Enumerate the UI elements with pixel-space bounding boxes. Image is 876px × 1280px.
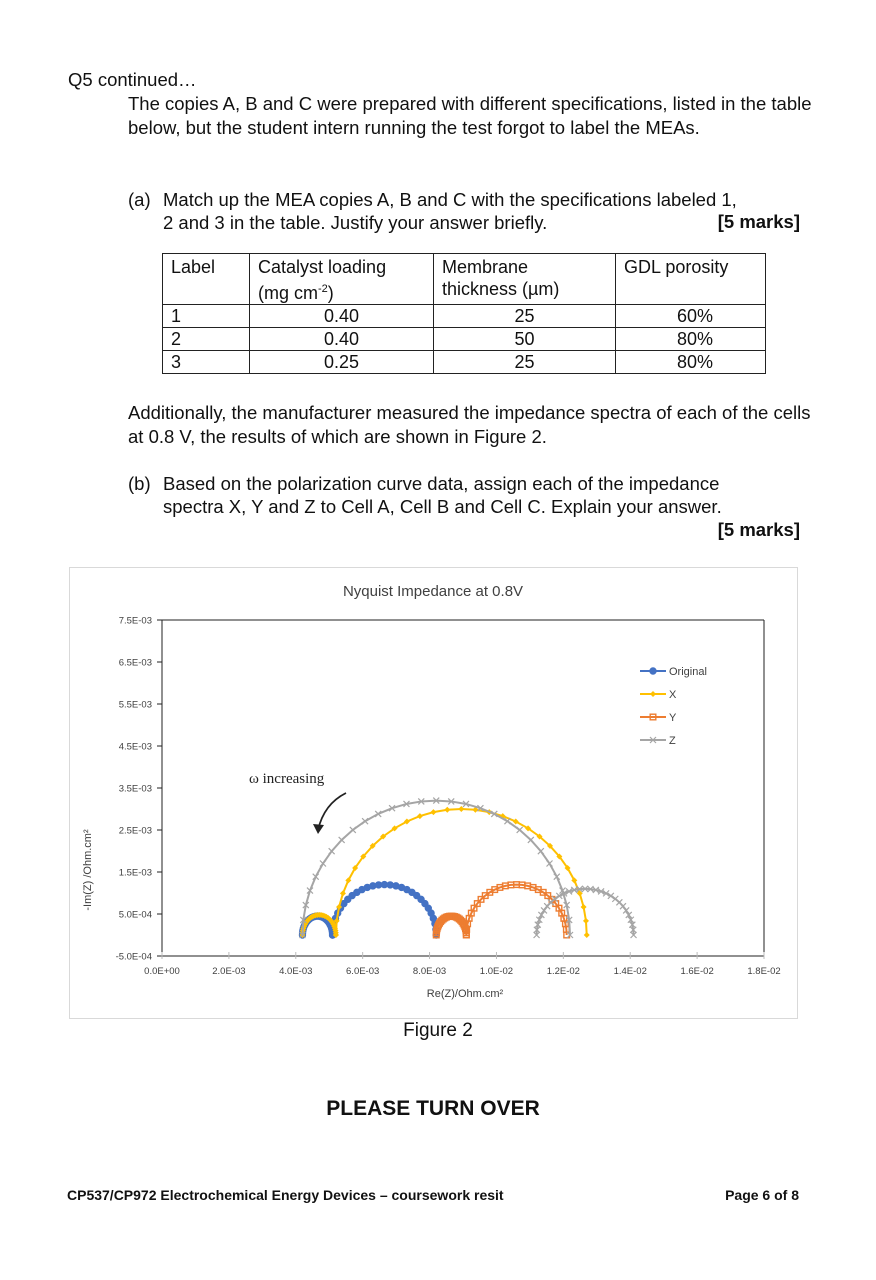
y-tick-label: 5.5E-03 (118, 699, 152, 711)
specification-table (162, 253, 766, 374)
header-membrane (434, 254, 616, 305)
figure-caption: Figure 2 (403, 1020, 473, 1041)
header-membrane-line1: Membrane (442, 257, 529, 277)
y-tick-label: 1.5E-03 (118, 867, 152, 879)
intro-paragraph: The copies A, B and C were prepared with different specifications, listed in the table below, but the student intern running the test forgot to label the MEAs. (128, 93, 812, 138)
data-point-z (504, 818, 510, 824)
x-tick-label: 1.6E-02 (680, 966, 714, 977)
x-tick-label: 8.0E-03 (412, 966, 447, 977)
y-tick-label: -5.0E-04 (115, 951, 152, 963)
y-tick-label: 5.0E-04 (118, 909, 152, 921)
part-a-label: (a) (128, 189, 151, 210)
x-tick-label: 4.0E-03 (279, 966, 313, 977)
x-tick-label: 0.0E+00 (144, 966, 180, 977)
series-line-z (302, 801, 570, 935)
row1-label: 1 (163, 305, 250, 328)
series-line-original (333, 885, 437, 935)
data-point-x (444, 807, 450, 813)
data-point-z (320, 860, 326, 866)
row2-membrane: 50 (434, 328, 616, 351)
header-catalyst (250, 254, 434, 305)
x-tick-label: 2.0E-03 (212, 966, 246, 977)
data-point-z (329, 848, 335, 854)
data-point-z (339, 837, 345, 843)
header-catalyst-line1: Catalyst loading (258, 257, 387, 277)
x-axis-title: Re(Z)/Ohm.cm² (426, 988, 504, 1000)
table-row (163, 351, 766, 374)
additional-paragraph: Additionally, the manufacturer measured the impedance spectra of each of the cells at 0.8 V, the results of which are shown in Figure 2. (128, 402, 811, 447)
nyquist-chart-svg (70, 568, 797, 1018)
x-tick-label: 1.0E-02 (479, 966, 514, 977)
y-tick-label: 3.5E-03 (118, 783, 152, 795)
table-row (163, 328, 766, 351)
data-point-z (528, 837, 534, 843)
header-catalyst-line2: (mg $cm^{-2}$) (258, 283, 334, 303)
nyquist-chart (69, 567, 798, 1019)
y-tick-label: 2.5E-03 (118, 825, 152, 837)
data-point-x (340, 890, 346, 896)
legend-marker-x (650, 691, 656, 697)
part-a-line1: Match up the MEA copies A, B and C with the specifications labeled 1, (163, 189, 737, 210)
series-original (299, 881, 439, 938)
header-gdl: GDL porosity (616, 254, 766, 305)
row3-membrane: 25 (434, 351, 616, 374)
row1-gdl: 60% (616, 305, 766, 328)
series-line-y (466, 885, 566, 935)
part-a-line2: 2 and 3 in the table. Justify your answer briefly. (163, 212, 548, 233)
part-b-label: (b) (128, 473, 151, 494)
y-axis-title: -Im(Z) /Ohm.cm² (82, 829, 94, 911)
please-turn-over: PLEASE TURN OVER (326, 1097, 540, 1120)
part-b-marks: [5 marks] (717, 519, 800, 540)
y-tick-label: 4.5E-03 (118, 741, 152, 753)
header-label: Label (163, 254, 250, 305)
legend-label-y: Y (669, 712, 677, 724)
question-heading: Q5 continued… (68, 69, 197, 90)
part-a-marks: [5 marks] (717, 211, 800, 232)
chart-title: Nyquist Impedance at 0.8V (342, 583, 524, 600)
data-point-z (547, 860, 553, 866)
data-point-x (584, 932, 590, 938)
data-point-x (583, 918, 589, 924)
part-b-line1: Based on the polarization curve data, assign each of the impedance (163, 473, 720, 494)
data-point-z (538, 848, 544, 854)
data-point-z (620, 903, 626, 909)
legend-label-x: X (669, 689, 677, 701)
y-tick-label: 6.5E-03 (118, 657, 152, 669)
x-tick-label: 1.4E-02 (613, 966, 647, 977)
row3-gdl: 80% (616, 351, 766, 374)
x-tick-label: 1.2E-02 (546, 966, 580, 977)
omega-annotation: ω increasing (249, 771, 325, 787)
data-point-x (417, 813, 423, 819)
footer-course: CP537/CP972 Electrochemical Energy Devices – coursework resit (67, 1187, 504, 1203)
data-point-z (517, 827, 523, 833)
data-point-z (362, 818, 368, 824)
row2-label: 2 (163, 328, 250, 351)
table-row (163, 305, 766, 328)
row1-catalyst: 0.40 (250, 305, 434, 328)
y-tick-label: 7.5E-03 (118, 615, 152, 627)
legend-label-original: Original (669, 666, 707, 678)
series-y (433, 882, 569, 938)
legend-marker-original (650, 668, 656, 674)
data-point-x (430, 809, 436, 815)
row3-label: 3 (163, 351, 250, 374)
x-tick-label: 6.0E-03 (346, 966, 380, 977)
header-membrane-line2: thickness (µm) (442, 279, 560, 299)
data-point-z (350, 827, 356, 833)
row1-membrane: 25 (434, 305, 616, 328)
row3-catalyst: 0.25 (250, 351, 434, 374)
part-b-line2: spectra X, Y and Z to Cell A, Cell B and Cell C. Explain your answer. (163, 496, 722, 517)
table-header-row (163, 254, 766, 305)
data-point-x (581, 904, 587, 910)
legend-label-z: Z (669, 735, 676, 747)
row2-catalyst: 0.40 (250, 328, 434, 351)
row2-gdl: 80% (616, 328, 766, 351)
omega-arrowhead (313, 824, 324, 834)
footer-page-number: Page 6 of 8 (725, 1187, 799, 1203)
x-tick-label: 1.8E-02 (747, 966, 781, 977)
omega-arrow (318, 793, 346, 830)
